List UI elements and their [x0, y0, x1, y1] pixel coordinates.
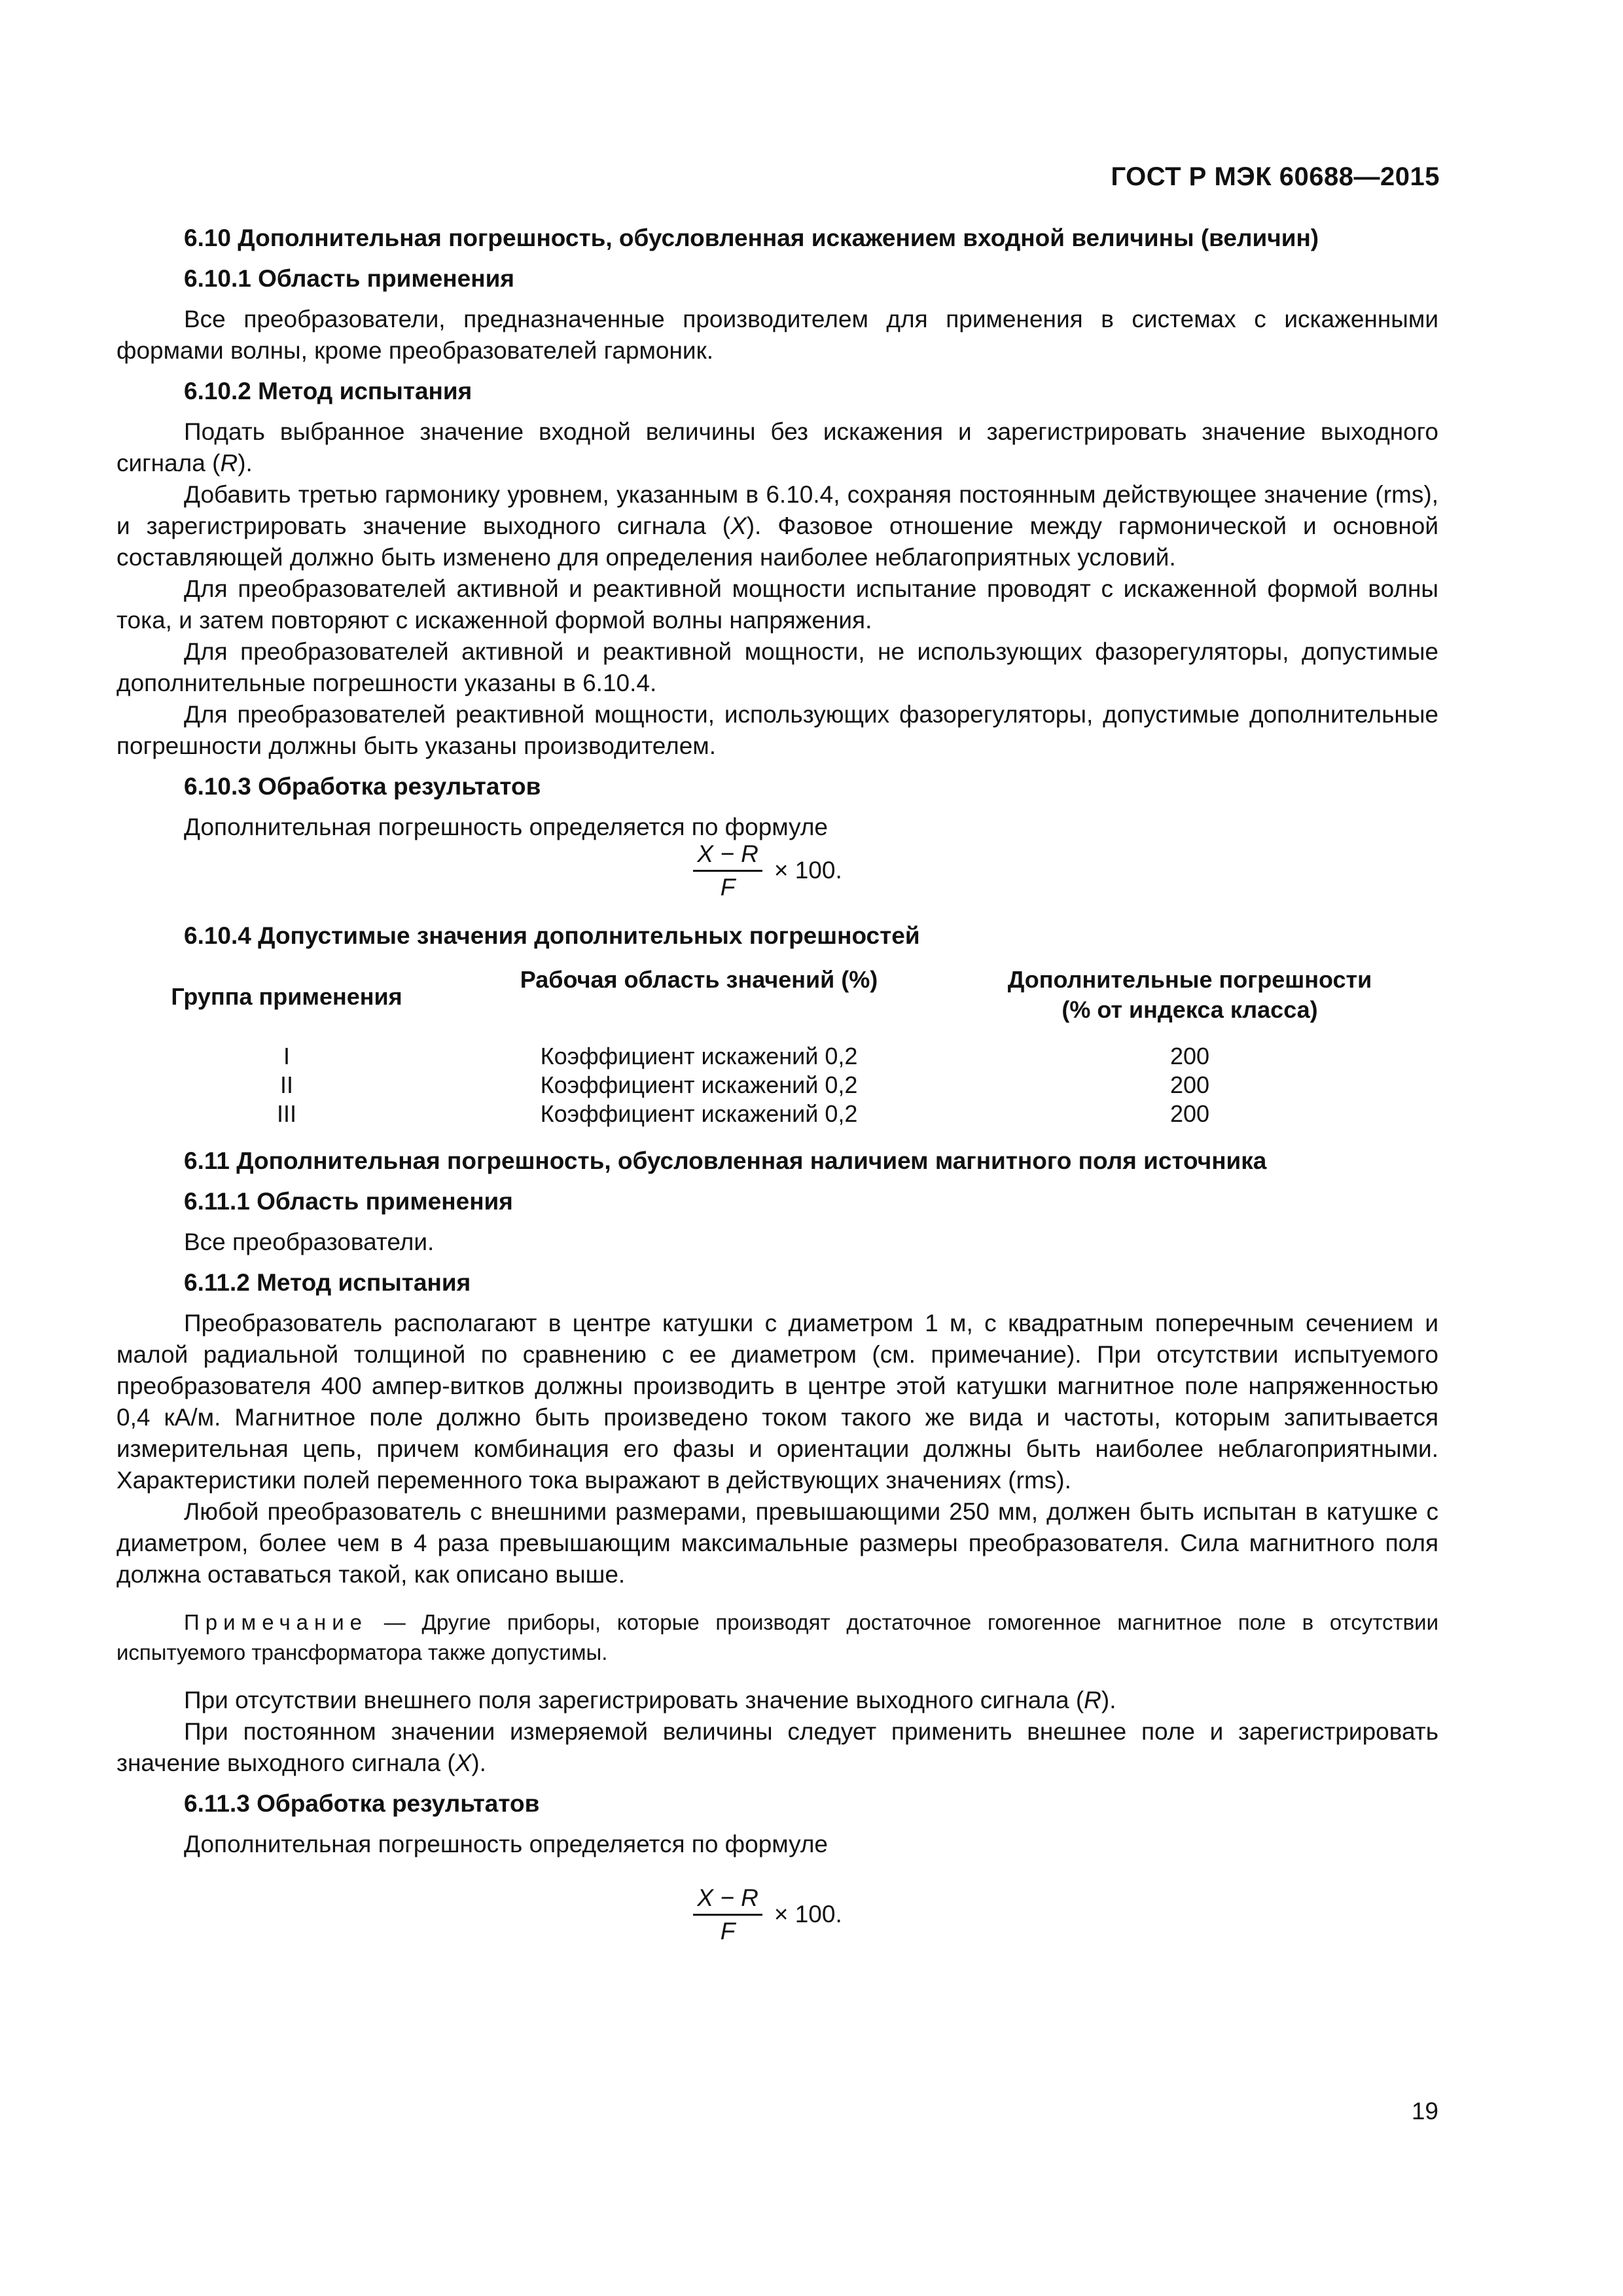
section-6-11-3-text: Дополнительная погрешность определяется по формуле: [184, 1831, 828, 1857]
formula-6-11-3: [97, 1865, 1438, 1964]
table-header-group: Группа применения: [171, 983, 402, 1010]
section-6-10-1-title: 6.10.1 Область применения: [184, 265, 514, 292]
section-6-10-3-text: Дополнительная погрешность определяется по формуле: [184, 814, 828, 840]
table-cell-range: Коэффициент искажений 0,2: [540, 1071, 858, 1098]
section-6-10-2-paragraph: Для преобразователей активной и реактивной мощности испытание проводят с искаженной формой волны тока, и затем повторяют с искаженной формой волны напряжения.: [116, 575, 1438, 634]
note: [116, 1607, 1438, 1668]
formula-6-10-3: [97, 838, 1438, 903]
section-6-10-2-paragraph: Для преобразователей активной и реактивной мощности, не использующих фазорегуляторы, допустимые дополнительные погрешности указаны в 6.10.4.: [116, 638, 1438, 696]
section-6-11-2-title: 6.11.2 Метод испытания: [184, 1269, 471, 1296]
section-6-10-2-paragraph: Для преобразователей реактивной мощности, использующих фазорегуляторы, допустимые дополнительные погрешности должны быть указаны производителем.: [116, 701, 1438, 759]
section-6-11-3-title: 6.11.3 Обработка результатов: [184, 1790, 540, 1817]
table-cell-error: 200: [1169, 1100, 1210, 1127]
section-6-10-2-title: 6.10.2 Метод испытания: [184, 378, 473, 404]
error-limits-table: [116, 965, 1438, 1128]
page-content: [116, 223, 1438, 1964]
fraction-denominator: F: [720, 873, 736, 901]
section-6-10-3-title: 6.10.3 Обработка результатов: [184, 773, 541, 800]
note-text: — Другие приборы, которые производят достаточное гомогенное магнитное поле в отсутствии испытуемого трансформатора также допустимы.: [116, 1610, 1438, 1664]
section-6-10-1-text: Все преобразователи, предназначенные производителем для применения в системах с искаженными формами волны, кроме преобразователей гармоник.: [116, 306, 1438, 364]
note-label: Примечание: [184, 1610, 368, 1634]
fraction: [693, 1884, 762, 1946]
table-cell-range: Коэффициент искажений 0,2: [540, 1100, 858, 1127]
section-6-11-1-title: 6.11.1 Область применения: [184, 1188, 513, 1215]
section-6-11-2-paragraph: При отсутствии внешнего поля зарегистрировать значение выходного сигнала (R).: [184, 1687, 1116, 1713]
formula-multiplier: × 100.: [774, 857, 842, 884]
section-6-10-title: 6.10 Дополнительная погрешность, обусловленная искажением входной величины (величин): [184, 224, 1319, 251]
fraction-numerator: X − R: [697, 840, 758, 867]
formula-multiplier: × 100.: [774, 1901, 842, 1928]
section-6-11-2-paragraph: Преобразователь располагают в центре катушки с диаметром 1 м, с квадратным поперечным сечением и малой радиальной толщиной по сравнению с ее диаметром (см. примечание). При отсутствии испытуемого преобразователя 400 ампер-витков должны производить в центре этой катушки магнитное поле напряженностью 0,4 кА/м. Магнитное поле должно быть произведено током такого же вида и частоты, которым запитывается измерительная цепь, причем комбинация его фазы и ориентации должны быть наиболее неблагоприятными. Характеристики полей переменного тока выражают в действующих значениях (rms).: [116, 1310, 1438, 1494]
section-6-11-1-text: Все преобразователи.: [184, 1229, 435, 1255]
document-code-header: ГОСТ Р МЭК 60688—2015: [1111, 162, 1440, 191]
table-header-range: Рабочая область значений (%): [520, 966, 878, 993]
section-6-11-title: 6.11 Дополнительная погрешность, обусловленная наличием магнитного поля источника: [184, 1147, 1267, 1174]
table-cell-error: 200: [1169, 1043, 1210, 1069]
fraction: [693, 840, 762, 902]
table-cell-range: Коэффициент искажений 0,2: [540, 1043, 858, 1069]
table-cell-group: II: [279, 1071, 293, 1098]
fraction-numerator: X − R: [697, 1884, 758, 1911]
section-6-11-2-paragraph: При постоянном значении измеряемой величины следует применить внешнее поле и зарегистрировать значение выходного сигнала (X).: [116, 1718, 1438, 1776]
page-number: 19: [1411, 2098, 1438, 2125]
section-6-10-4-title: 6.10.4 Допустимые значения дополнительных погрешностей: [184, 922, 920, 949]
table-cell-group: III: [276, 1100, 296, 1127]
table-header-error: Дополнительные погрешности (% от индекса класса): [1007, 966, 1372, 1023]
section-6-10-2-paragraph: Подать выбранное значение входной величины без искажения и зарегистрировать значение выходного сигнала (R).: [116, 418, 1438, 476]
section-6-10-2-paragraph: Добавить третью гармонику уровнем, указанным в 6.10.4, сохраняя постоянным действующее значение (rms), и зарегистрировать значение выходного сигнала (X). Фазовое отношение между гармонической и основной составляющей должно быть изменено для определения наиболее неблагоприятных условий.: [116, 481, 1438, 571]
fraction-denominator: F: [720, 1917, 736, 1945]
table-cell-group: I: [283, 1043, 290, 1069]
section-6-11-2-paragraph: Любой преобразователь с внешними размерами, превышающими 250 мм, должен быть испытан в катушке с диаметром, более чем в 4 раза превышающим максимальные размеры преобразователя. Сила магнитного поля должна оставаться такой, как описано выше.: [116, 1498, 1438, 1588]
table-cell-error: 200: [1169, 1071, 1210, 1098]
